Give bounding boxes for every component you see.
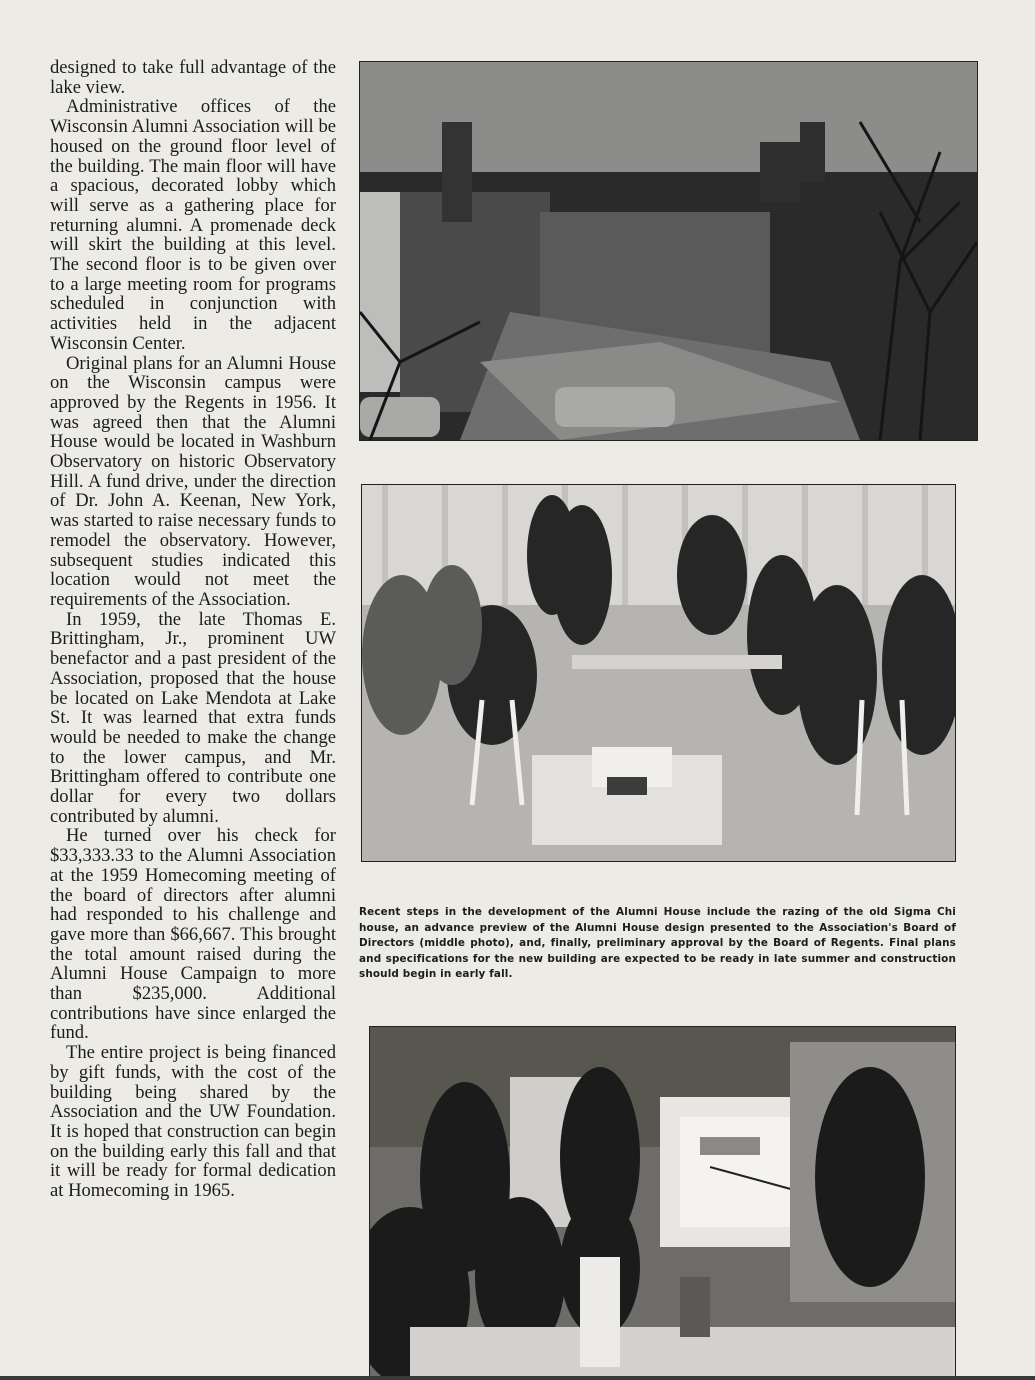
photo-regents-approval bbox=[369, 1026, 956, 1380]
article-paragraph: Administrative offices of the Wisconsin Alumni Association will be housed on the ground floor level of the building. The main floor will have a spacious, decorated lobby which will serve as a gathering place for returning alumni. A promenade deck will skirt the building at this level. The second floor is to be given over to a large meeting room for programs scheduled in conjunction with activities held in the adjacent Wisconsin Center. bbox=[50, 96, 336, 354]
article-paragraph: designed to take full advantage of the lake view. bbox=[50, 57, 336, 98]
article-paragraph: He turned over his check for $33,333.33 to the Alumni Association at the 1959 Homecoming meeting of the board of directors after alumni had responded to his challenge and gave more than $66,667. This brought the total amount raised during the Alumni House Campaign to more than $235,000. Additional contributions have since enlarged the fund. bbox=[50, 825, 336, 1044]
article-paragraph: In 1959, the late Thomas E. Brittingham, Jr., prominent UW benefactor and a past president of the Association, proposed that the house be located on Lake Mendota at Lake St. It was learned that extra funds would be needed to make the change to the lower campus, and Mr. Brittingham offered to contribute one dollar for every two dollars contributed by alumni. bbox=[50, 608, 336, 827]
photo-caption: Recent steps in the development of the Alumni House include the razing of the old Sigma Chi house, an advance preview of the Alumni House design presented to the Association's Board of Directors (middle photo), and, finally, preliminary approval by the Board of Regents. Final plans and specifications for the new building are expected to be ready in late summer and construction should begin in early fall. bbox=[359, 906, 956, 981]
photo-board-meeting-model bbox=[361, 484, 956, 862]
photo-razing-house bbox=[359, 61, 978, 441]
page-edge bbox=[0, 1376, 1035, 1380]
body-column bbox=[50, 58, 336, 1201]
article-paragraph: Original plans for an Alumni House on the Wisconsin campus were approved by the Regents in 1956. It was agreed then that the Alumni House would be located in Washburn Observatory on historic Observatory Hill. A fund drive, under the direction of Dr. John A. Keenan, New York, was started to raise necessary funds to remodel the observatory. However, subsequent studies indicated this location would not meet the requirements of the Association. bbox=[50, 352, 336, 610]
article-paragraph: The entire project is being financed by gift funds, with the cost of the building being shared by the Association and the UW Foundation. It is hoped that construction can begin on the building early this fall and that it will be ready for formal dedication at Homecoming in 1965. bbox=[50, 1042, 336, 1202]
